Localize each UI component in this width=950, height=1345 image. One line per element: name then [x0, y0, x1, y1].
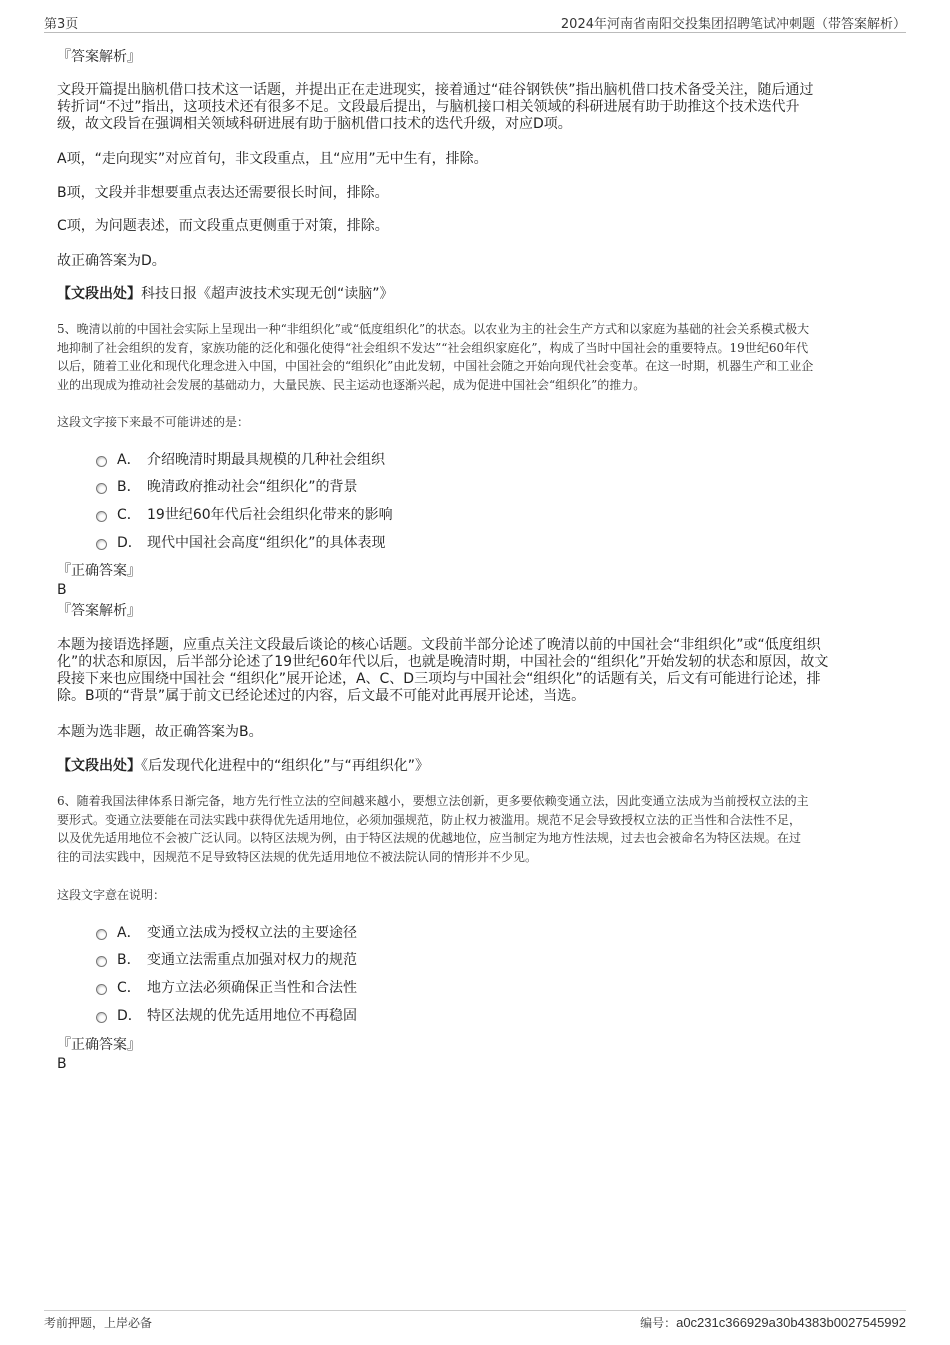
page-header [44, 12, 906, 33]
answer-value: B [57, 1056, 67, 1072]
option-text: 晚清政府推动社会“组织化”的背景 [147, 479, 358, 495]
note-a: A项，“走向现实”对应首句，非文段重点，且“应用”无中生有，排除。 [57, 151, 488, 167]
option-d[interactable] [96, 1005, 357, 1025]
source-label: 【文段出处】 [57, 286, 141, 302]
analysis-paragraph [57, 82, 890, 133]
page-number: 第3页 [44, 16, 79, 32]
option-letter: C． [117, 980, 141, 996]
radio-icon[interactable] [96, 511, 107, 522]
stem-line: 以后，随着工业化和现代化理念进入中国，中国社会的“组织化”由此发轫，中国社会随之开始向现代社会变革。在这一时期，机器生产和工业企 [57, 359, 814, 373]
option-letter: D． [117, 535, 142, 551]
note-c: C项，为问题表述，而文段重点更侧重于对策，排除。 [57, 218, 389, 234]
option-letter: C． [117, 507, 141, 523]
radio-icon[interactable] [96, 984, 107, 995]
code-label: 编号： [640, 1316, 677, 1330]
analysis-line: 转折词“不过”指出，这项技术还有很多不足。文段最后提出，与脑机接口相关领域的科研进展有助于助推这个技术迭代升 [57, 99, 800, 115]
option-letter: D． [117, 1008, 142, 1024]
option-b[interactable] [96, 949, 357, 969]
option-text: 19世纪60年代后社会组织化带来的影响 [147, 507, 393, 523]
source-line [57, 286, 890, 303]
analysis-line: 级，故文段旨在强调相关领域科研进展有助于脑机借口技术的迭代升级，对应D项。 [57, 116, 572, 132]
option-d[interactable] [96, 532, 386, 552]
analysis-line: 除。B项的“背景”属于前文已经论述过的内容，后文最不可能对此再展开论述，当选。 [57, 688, 586, 704]
answer-label: 『正确答案』 [57, 1037, 141, 1053]
option-text: 介绍晚清时期最具规模的几种社会组织 [147, 452, 385, 468]
option-letter: A． [117, 452, 141, 468]
radio-icon[interactable] [96, 1012, 107, 1023]
stem-line: 6、随着我国法律体系日渐完备，地方先行性立法的空间越来越小，要想立法创新，更多要依赖变通立法，因此变通立法成为当前授权立法的主 [57, 794, 809, 808]
source-text: 《后发现代化进程中的“组织化”与“再组织化”》 [141, 758, 430, 774]
analysis-paragraph [57, 637, 890, 705]
analysis-line: 本题为接语选择题，应重点关注文段最后谈论的核心话题。文段前半部分论述了晚清以前的中国社会“非组织化”或“低度组织 [57, 637, 821, 653]
note-b: B项，文段并非想要重点表达还需要很长时间，排除。 [57, 185, 389, 201]
source-label: 【文段出处】 [57, 758, 141, 774]
option-letter: B． [117, 479, 141, 495]
option-b[interactable] [96, 476, 358, 496]
radio-icon[interactable] [96, 456, 107, 467]
option-text: 现代中国社会高度“组织化”的具体表现 [147, 535, 386, 551]
code-value: a0c231c366929a30b4383b0027545992 [676, 1315, 906, 1330]
answer-label: 『正确答案』 [57, 563, 141, 579]
option-letter: A． [117, 925, 141, 941]
stem-line: 地抑制了社会组织的发育，家族功能的泛化和强化使得“社会组织不发达”“社会组织家庭化”，构成了当时中国社会的重要特点。19世纪60年代 [57, 340, 809, 355]
question-prompt: 这段文字意在说明： [57, 888, 166, 902]
question-stem [57, 792, 890, 866]
option-c[interactable] [96, 977, 357, 997]
option-text: 特区法规的优先适用地位不再稳固 [147, 1008, 357, 1024]
stem-line: 往的司法实践中，因规范不足导致特区法规的优先适用地位不被法院认同的情形并不少见。 [57, 849, 538, 864]
option-text: 变通立法成为授权立法的主要途径 [147, 925, 357, 941]
analysis-label: 『答案解析』 [57, 603, 141, 619]
stem-line: 业的出现成为推动社会发展的基础动力，大量民族、民主运动也逐渐兴起，成为促进中国社会“组织化”的推力。 [57, 377, 646, 392]
question-stem [57, 320, 890, 394]
option-text: 变通立法需重点加强对权力的规范 [147, 952, 357, 968]
answer-value: B [57, 582, 67, 598]
source-line [57, 758, 890, 775]
footer-code [640, 1314, 906, 1331]
option-c[interactable] [96, 504, 393, 524]
option-text: 地方立法必须确保正当性和合法性 [147, 980, 357, 996]
radio-icon[interactable] [96, 929, 107, 940]
radio-icon[interactable] [96, 483, 107, 494]
analysis-label: 『答案解析』 [57, 49, 141, 65]
radio-icon[interactable] [96, 956, 107, 967]
page-footer [44, 1310, 906, 1331]
analysis-line: 文段开篇提出脑机借口技术这一话题，并提出正在走进现实，接着通过“硅谷钢铁侠”指出脑机借口技术备受关注，随后通过 [57, 82, 814, 98]
stem-line: 要形式。变通立法要能在司法实践中获得优先适用地位，必须加强规范，防止权力被滥用。规范不足会导致授权立法的正当性和合法性不足， [57, 812, 802, 827]
conclusion: 本题为选非题，故正确答案为B。 [57, 724, 263, 740]
radio-icon[interactable] [96, 539, 107, 550]
conclusion: 故正确答案为D。 [57, 253, 166, 269]
analysis-line: 段接下来也应围绕中国社会 “组织化”展开论述，A、C、D三项均与中国社会“组织化”的话题有关，后文有可能进行论述，排 [57, 671, 821, 687]
source-text: 科技日报《超声波技术实现无创“读脑”》 [141, 286, 394, 302]
option-letter: B． [117, 952, 141, 968]
stem-line: 5、晚清以前的中国社会实际上呈现出一种“非组织化”或“低度组织化”的状态。以农业为主的社会生产方式和以家庭为基础的社会关系模式极大 [57, 322, 810, 336]
stem-line: 以及优先适用地位不会被广泛认同。以特区法规为例，由于特区法规的优越地位，应当制定为地方性法规，过去也会被命名为特区法规。在过 [57, 831, 802, 845]
document-title: 2024年河南省南阳交投集团招聘笔试冲刺题（带答案解析） [560, 16, 906, 32]
footer-slogan: 考前押题，上岸必备 [44, 1316, 153, 1330]
analysis-line: 化”的状态和原因，后半部分论述了19世纪60年代以后，也就是晚清时期，中国社会的“组织化”开始发轫的状态和原因，故文 [57, 654, 829, 670]
question-prompt: 这段文字接下来最不可能讲述的是： [57, 415, 250, 429]
option-a[interactable] [96, 922, 357, 942]
option-a[interactable] [96, 449, 385, 469]
